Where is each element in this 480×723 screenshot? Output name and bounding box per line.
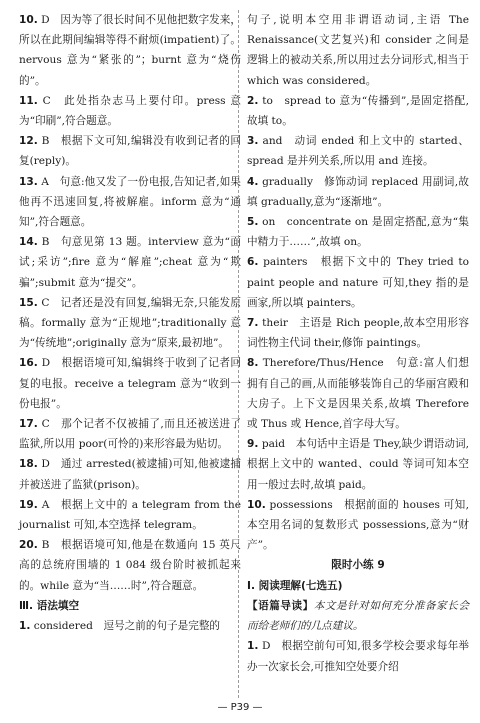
item-number: 1. — [247, 640, 259, 653]
answer-item — [19, 495, 241, 535]
item-text: B 根据语境可知,他是在数通向 15 英尺高的总统府围墙的 1 084 级台阶时被抓起来的。while 意为“当……时”,符合题意。 — [19, 539, 241, 592]
item-number: 10. — [247, 498, 266, 511]
answer-item — [19, 414, 241, 454]
answer-item — [247, 131, 469, 171]
item-number: 11. — [19, 94, 38, 107]
item-text: paid 本句话中主语是 They,缺少谓语动词,根据上文中的 wanted、could 等词可知本空用一般过去时,故填 paid。 — [247, 438, 469, 491]
page-number: — P39 — — [217, 702, 263, 713]
item-text: their 主语是 Rich people,故本空用形容词性物主代词 their,修饰 paintings。 — [247, 317, 469, 350]
item-text: D 根据空前句可知,很多学校会要求每年举办一次家长会,可推知空处要介绍 — [247, 640, 469, 673]
item-text: D 根据语境可知,编辑终于收到了记者回复的电报。receive a telegram 意为“收到一份电报”。 — [19, 357, 241, 410]
item-text: B 根据下文可知,编辑没有收到记者的回复(reply)。 — [19, 135, 241, 168]
item-number: 4. — [247, 175, 259, 188]
answer-item — [19, 232, 241, 293]
reading-guide — [247, 596, 469, 636]
answer-item — [247, 434, 469, 495]
item-text: painters 根据下文中的 They tried to paint people and nature 可知,they 指的是画家,所以填 painters。 — [247, 256, 469, 309]
item-number: 18. — [19, 458, 38, 471]
item-text: B 句意见第 13 题。interview 意为“面试;采访”;fire 意为“解雇”;cheat 意为“欺骗”;submit 意为“提交”。 — [19, 236, 241, 289]
item-text: possessions 根据前面的 houses 可知,本空用名词的复数形式 possessions,意为“财产”。 — [247, 498, 469, 552]
answer-item — [19, 91, 241, 131]
section-heading-grammar: Ⅲ. 语法填空 — [19, 599, 80, 612]
section-heading-reading: Ⅰ. 阅读理解(七选五) — [247, 579, 343, 592]
item-text: C 那个记者不仅被捕了,而且还被送进了监狱,所以用 poor(可怜的)来形容最为贴切。 — [19, 418, 241, 451]
guide-text: 本文是针对如何充分准备家长会而给老师们的几点建议。 — [247, 599, 470, 633]
item-number: 6. — [247, 256, 259, 269]
guide-tag: 【语篇导读】 — [247, 599, 314, 612]
item-text: D 通过 arrested(被逮捕)可知,他被逮捕并被送进了监狱(prison)。 — [19, 458, 241, 491]
answer-item — [19, 454, 241, 494]
column-divider — [238, 10, 239, 698]
item-number: 10. — [19, 14, 38, 26]
item-text: 句子,说明本空用非谓语动词,主语 The Renaissance(文艺复兴)和 consider 之间是逻辑上的被动关系,所以用过去分词形式,相当于 which was considered。 — [247, 14, 469, 87]
answer-item — [247, 495, 469, 556]
item-text: C 记者还是没有回复,编辑无奈,只能发原稿。formally 意为“正规地”;traditionally 意为“传统地”;originally 意为“原来,最初地”。 — [19, 296, 241, 350]
item-text: and 动词 ended 和上文中的 started、spread 是并列关系,所以用 and 连接。 — [247, 135, 469, 168]
answer-item — [19, 353, 241, 414]
answer-item — [247, 353, 469, 434]
item-number: 9. — [247, 438, 259, 451]
item-text: Therefore/Thus/Hence 句意:富人们想拥有自己的画,从而能够装饰自己的华丽宫殿和大房子。上下文是因果关系,故填 Therefore 或 Thus 或 Hence,首字母大写。 — [247, 357, 469, 431]
item-text: considered 逗号之前的句子是完整的 — [30, 620, 221, 633]
item-number: 16. — [19, 357, 38, 370]
answer-item — [247, 172, 469, 212]
item-text: A 根据上文中的 a telegram from the journalist 可知,本空选择 telegram。 — [19, 498, 241, 532]
item-text: A 句意:他又发了一份电报,告知记者,如果他再不迅速回复,将被解雇。inform 意为“通知”,符合题意。 — [19, 175, 241, 229]
item-number: 15. — [19, 296, 38, 309]
item-number: 1. — [19, 620, 31, 633]
item-text: C 此处指杂志马上要付印。press 意为“印刷”,符合题意。 — [19, 94, 241, 128]
answer-item — [19, 172, 241, 233]
item-text: D 因为等了很长时间不见他把数字发来，所以在此期间编辑等得不耐烦(impatient)了。nervous 意为“紧张的”；burnt 意为“烧伤的”。 — [19, 14, 241, 87]
item-number: 2. — [247, 94, 259, 107]
answer-item — [247, 212, 469, 252]
right-column — [247, 10, 469, 677]
answer-item — [19, 293, 241, 354]
item-number: 14. — [19, 236, 38, 249]
practice-heading: 限时小练 9 — [331, 559, 385, 572]
answer-item — [247, 10, 469, 91]
item-number: 3. — [247, 135, 259, 148]
answer-item — [19, 535, 241, 596]
answer-item — [19, 10, 241, 91]
item-number: 17. — [19, 418, 38, 431]
item-number: 19. — [19, 498, 38, 511]
answer-item — [247, 91, 469, 131]
item-number: 7. — [247, 317, 259, 330]
left-column — [19, 10, 241, 636]
item-number: 13. — [19, 175, 38, 188]
item-number: 8. — [247, 357, 259, 370]
item-text: gradually 修饰动词 replaced 用副词,故填 gradually,意为“逐渐地”。 — [247, 175, 469, 208]
answer-item — [19, 616, 241, 636]
answer-item — [247, 313, 469, 353]
answer-item — [247, 252, 469, 313]
answer-item — [247, 636, 469, 676]
right-answer-list — [247, 10, 469, 555]
left-answer-list — [19, 10, 241, 596]
item-number: 5. — [247, 216, 259, 229]
answer-item — [19, 131, 241, 171]
item-text: to spread to 意为“传播到”,是固定搭配,故填 to。 — [247, 94, 469, 128]
item-number: 12. — [19, 135, 38, 148]
item-number: 20. — [19, 539, 38, 552]
item-text: on concentrate on 是固定搭配,意为“集中精力于……”,故填 on。 — [247, 216, 469, 249]
